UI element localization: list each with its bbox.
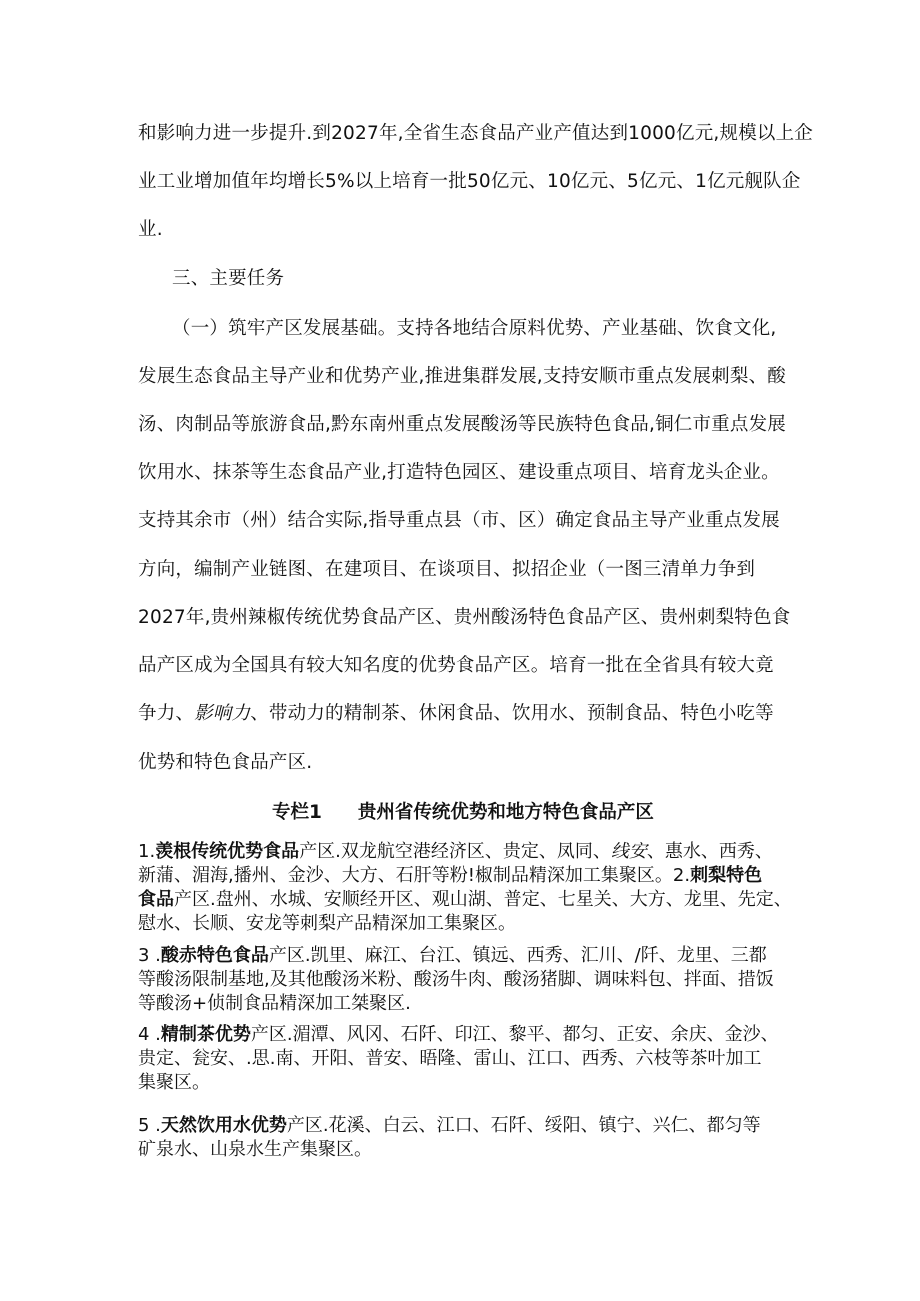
paragraph-line: 汤、肉制品等旅游食品,黔东南州重点发展酸汤等民族特色食品,铜仁市重点发展 [138,414,786,435]
box-line [138,840,788,864]
paragraph-line [138,701,788,727]
paragraph-line: 饮用水、抹茶等生态食品产业,打造特色园区、建设重点项目、培育龙头企业。 [138,462,780,483]
text-span: 产区.双龙航空港经济区、贵定、凤同、 [299,841,611,862]
paragraph-line: 方向，编制产业链图、在建项目、在谈项目、拟招企业（一图三清单力争到 [138,559,756,580]
paragraph-line: 支持其余市（州）结合实际,指导重点县（市、区）确定食品主导产业重点发展 [138,510,780,531]
text-span: 产区.凯里、麻江、台江、镇远、西秀、汇川、/阡、龙里、三都 [268,945,767,966]
text-span: 新蒲、湄海,播州、金沙、大方、石肝等粉!椒制品精深加工集聚区。2. [138,865,691,886]
paragraph-line: （一）筑牢产区发展基础。支持各地结合原料优势、产业基础、饮食文化, [172,318,777,339]
section-heading: 三、主要任务 [172,268,285,289]
box-paragraph-3 [138,944,788,1016]
text-span: 产区.盘州、水城、安顺经开区、观山湖、普定、七星关、大方、龙里、先定、 [174,889,792,910]
column-box-title [138,800,788,826]
box-line [138,864,788,888]
item-number: 3 . [138,945,161,966]
item-number: 1. [138,841,156,862]
item-heading: 刺梨特色 [690,865,763,886]
item-heading: 天然饮用水优势 [160,1115,287,1136]
text-span: 、惠水、西秀、 [646,841,773,862]
box-line [138,1023,788,1047]
paragraph-line: 和影响力进一步提升.到2027年,全省生态食品产业产值达到1000亿元,规模以上企 [138,123,814,144]
item-heading: 酸赤特色食品 [160,945,269,966]
item-heading: 精制茶优势 [160,1024,251,1045]
paragraph-line: 优势和特色食品产区. [138,752,313,773]
box-line: 贵定、瓮安、.思.南、开阳、普安、晤隆、雷山、江口、西秀、六枝等茶叶加工 [138,1048,762,1069]
box-line: 集聚区。 [138,1072,210,1093]
box-line: 等酸汤限制基地,及其他酸汤米粉、酸汤牛肉、酸汤猪脚、调味料包、拌面、措饭 [138,969,774,990]
item-number: 4 . [138,1024,161,1045]
paragraph-line: 业工业增加值年均增长5%以上培育一批50亿元、10亿元、5亿元、1亿元舰队企 [138,171,801,192]
box-line [138,1114,788,1138]
box-line: 慰水、长顺、安龙等刺梨产品精深加工集聚区。 [138,913,516,934]
box-line [138,888,792,912]
item-number: 5 . [138,1115,161,1136]
box-paragraph-1 [138,840,792,936]
box-line [138,944,788,968]
column-box-heading: 贵州省传统优势和地方特色食品产区 [357,802,654,823]
paragraph-line: 发展生态食品主导产业和优势产业,推进集群发展,支持安顺市重点发展刺梨、酸 [138,366,786,387]
text-span: 争力、 [138,703,195,724]
item-heading: 食品 [138,889,174,910]
column-box-label: 专栏1 [272,802,322,823]
paragraph-line: 业. [138,219,163,240]
box-line: 矿泉水、山泉水生产集聚区。 [138,1139,372,1160]
item-heading: 羡根传统优势食品 [155,841,300,862]
paragraph-line: 2027年,贵州辣椒传统优势食品产区、贵州酸汤特色食品产区、贵州刺梨特色食 [138,607,791,628]
text-span: 、带动力的精制茶、休闲食品、饮用水、预制食品、特色小吃等 [250,703,774,724]
italic-text-span: 线安 [610,841,647,862]
italic-text-span: 影响力 [194,703,251,724]
box-paragraph-4 [138,1023,788,1095]
box-line: 等酸汤+侦制食品精深加工桀聚区. [138,993,411,1014]
text-span: 产区.花溪、白云、江口、石阡、绥阳、镇宁、兴仁、都匀等 [286,1115,761,1136]
text-span: 产区.湄潭、风冈、石阡、印江、黎平、都匀、正安、余庆、金沙、 [250,1024,779,1045]
box-paragraph-5 [138,1114,788,1162]
paragraph-line: 品产区成为全国具有较大知名度的优势食品产区。培育一批在全省具有较大竟 [138,655,774,676]
